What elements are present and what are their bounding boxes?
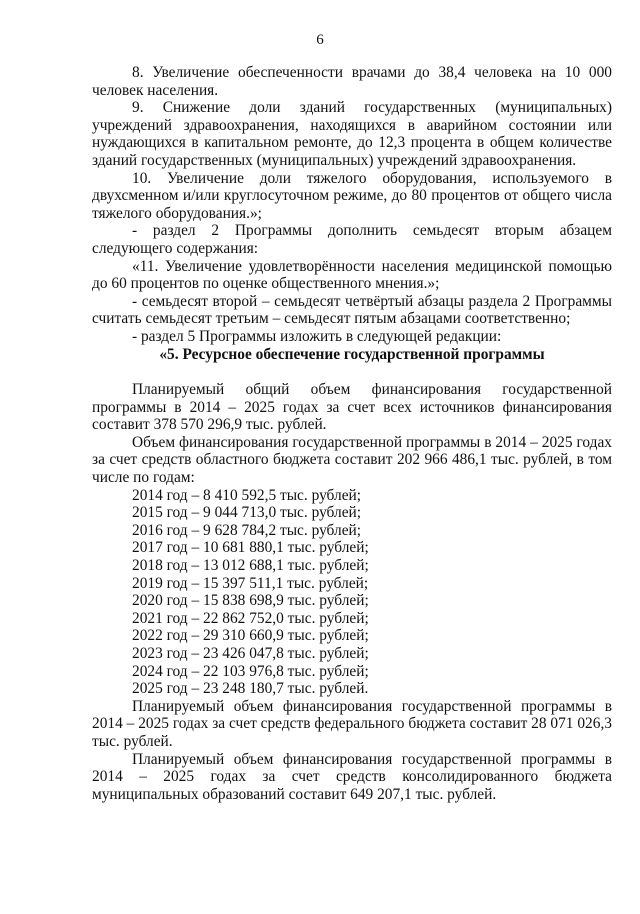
year-line: 2023 год – 23 426 047,8 тыс. рублей; bbox=[132, 645, 369, 662]
year-line: 2021 год – 22 862 752,0 тыс. рублей; bbox=[132, 609, 369, 627]
year-line: 2019 год – 15 397 511,1 тыс. рублей; bbox=[132, 574, 369, 592]
year-line: 2018 год – 13 012 688,1 тыс. рублей; bbox=[132, 557, 369, 575]
paragraph-section2-add: - раздел 2 Программы дополнить семьдесят вторым абзацем следующего содержания: bbox=[92, 222, 612, 257]
paragraph-item-10: 10. Увеличение доли тяжелого оборудования, используемого в двухсменном и/или круглосуточном режиме, до 80 процентов от общего числа тяжелого оборудования.»; bbox=[92, 169, 612, 222]
year-line: 2022 год – 29 310 660,9 тыс. рублей; bbox=[132, 627, 369, 645]
year-line: 2025 год – 23 248 180,7 тыс. рублей. bbox=[132, 680, 369, 698]
paragraph-municipal-funding: Планируемый объем финансирования государственной программы в 2014 – 2025 годах за счет средств консолидированного бюджета муниципальных образований составит 649 207,1 тыс. рублей. bbox=[92, 750, 612, 803]
yearly-funding-list bbox=[92, 487, 612, 698]
paragraph-section5-edit: - раздел 5 Программы изложить в следующей редакции: bbox=[132, 327, 502, 345]
page-number: 6 bbox=[316, 32, 324, 48]
year-line: 2020 год – 15 838 698,9 тыс. рублей; bbox=[132, 592, 369, 610]
paragraph-renumber: - семьдесят второй – семьдесят четвёртый абзацы раздела 2 Программы считать семьдесят третьим – семьдесят пятым абзацами соответственно; bbox=[92, 292, 612, 328]
year-line: 2014 год – 8 410 592,5 тыс. рублей; bbox=[132, 486, 362, 504]
spacer bbox=[92, 363, 612, 381]
paragraph-item-11: «11. Увеличение удовлетворённости населения медицинской помощью до 60 процентов по оценке общественного мнения.»; bbox=[92, 257, 612, 293]
year-line: 2024 год – 22 103 976,8 тыс. рублей; bbox=[132, 662, 369, 680]
section-heading: «5. Ресурсное обеспечение государственной программы bbox=[159, 345, 545, 363]
year-line: 2016 год – 9 628 784,2 тыс. рублей; bbox=[132, 521, 362, 539]
paragraph-total-funding: Планируемый общий объем финансирования государственной программы в 2014 – 2025 годах за счет всех источников финансирования составит 378 570 296,9 тыс. рублей. bbox=[92, 381, 612, 434]
paragraph-federal-funding: Планируемый объем финансирования государственной программы в 2014 – 2025 годах за счет средств федерального бюджета составит 28 071 026,3 тыс. рублей. bbox=[92, 697, 612, 750]
year-line: 2015 год – 9 044 713,0 тыс. рублей; bbox=[132, 504, 362, 522]
paragraph-regional-funding: Объем финансирования государственной программы в 2014 – 2025 годах за счет средств областного бюджета составит 202 966 486,1 тыс. рублей, в том числе по годам: bbox=[92, 433, 612, 487]
year-line: 2017 год – 10 681 880,1 тыс. рублей; bbox=[132, 539, 369, 557]
paragraph-item-9: 9. Снижение доли зданий государственных (муниципальных) учреждений здравоохранения, находящихся в аварийном состоянии или нуждающихся в капитальном ремонте, до 12,3 процента в общем количестве зданий государственных (муниципальных) учреждений здравоохранения. bbox=[92, 99, 612, 169]
document-body bbox=[92, 64, 612, 803]
paragraph-item-8: 8. Увеличение обеспеченности врачами до 38,4 человека на 10 000 человек населения. bbox=[92, 64, 612, 99]
